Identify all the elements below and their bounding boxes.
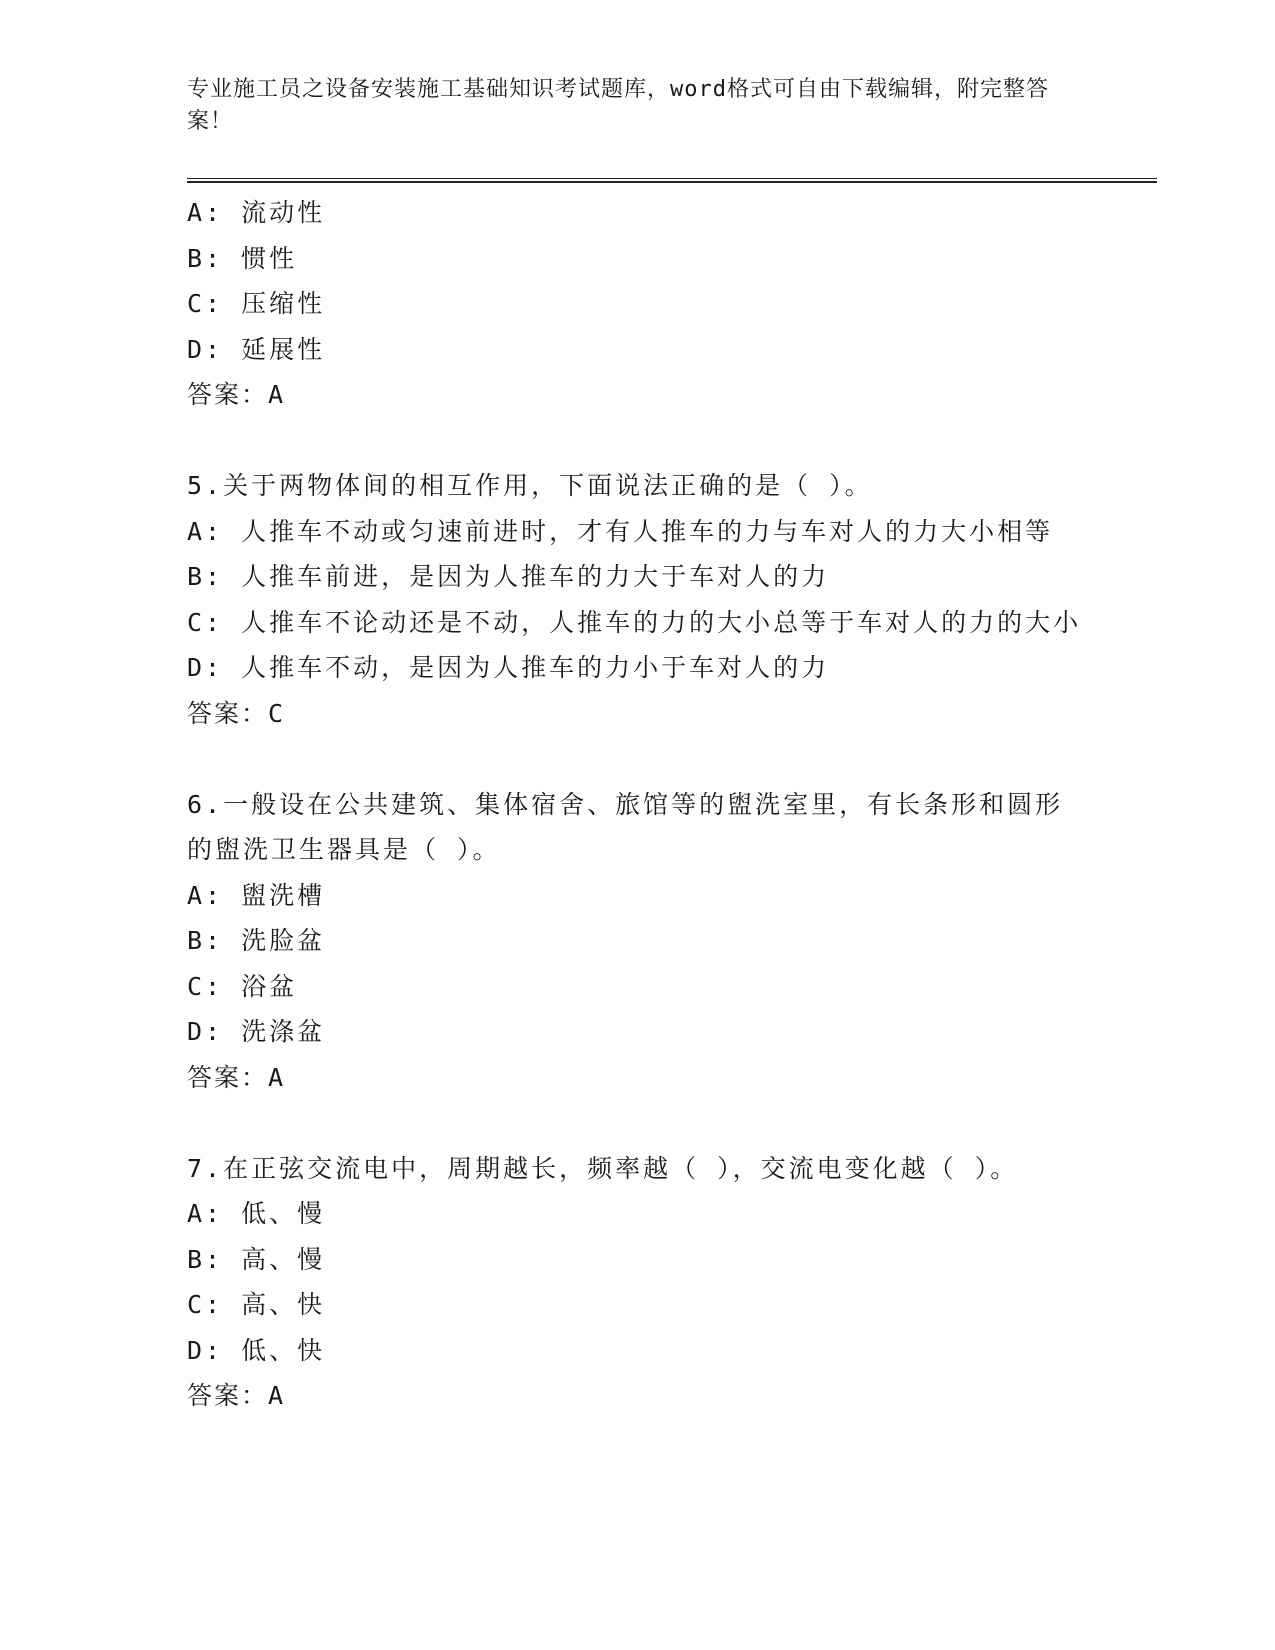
option-a: A: 流动性: [187, 198, 326, 227]
option-c: C: 人推车不论动还是不动，人推车的力的大小总等于车对人的力的大小: [187, 607, 1082, 637]
answer: 答案：A: [187, 380, 286, 409]
option-b: B: 惯性: [187, 243, 298, 273]
option-c: C: 压缩性: [187, 289, 326, 318]
question-5: [187, 463, 1087, 736]
question-6: [187, 782, 1087, 1101]
option-d: D: 延展性: [187, 334, 326, 364]
option-c: C: 浴盆: [187, 971, 298, 1001]
question-list: [187, 190, 1087, 1419]
option-a: A: 低、慢: [187, 1199, 326, 1228]
option-b: B: 人推车前进，是因为人推车的力大于车对人的力: [187, 562, 830, 591]
question-4-tail: [187, 190, 1087, 418]
option-d: D: 低、快: [187, 1335, 326, 1365]
option-a: A: 盥洗槽: [187, 880, 326, 910]
question-7: [187, 1146, 1087, 1419]
option-c: C: 高、快: [187, 1290, 326, 1319]
answer: 答案：A: [187, 1381, 286, 1410]
answer: 答案：A: [187, 1062, 286, 1092]
answer: 答案：C: [187, 698, 286, 728]
option-b: B: 高、慢: [187, 1244, 326, 1274]
option-d: D: 洗涤盆: [187, 1017, 326, 1046]
question-stem: 6.一般设在公共建筑、集体宿舍、旅馆等的盥洗室里，有长条形和圆形的盥洗卫生器具是（ ）。: [187, 789, 1064, 864]
option-d: D: 人推车不动，是因为人推车的力小于车对人的力: [187, 653, 830, 682]
question-stem: 7.在正弦交流电中，周期越长，频率越（ ），交流电变化越（ ）。: [187, 1153, 1019, 1183]
option-b: B: 洗脸盆: [187, 926, 326, 955]
question-stem: 5.关于两物体间的相互作用，下面说法正确的是（ ）。: [187, 471, 873, 500]
document-header: 专业施工员之设备安装施工基础知识考试题库，word格式可自由下载编辑，附完整答案！: [187, 77, 1049, 134]
option-a: A: 人推车不动或匀速前进时，才有人推车的力与车对人的力大小相等: [187, 516, 1054, 546]
header-divider: [187, 178, 1157, 183]
